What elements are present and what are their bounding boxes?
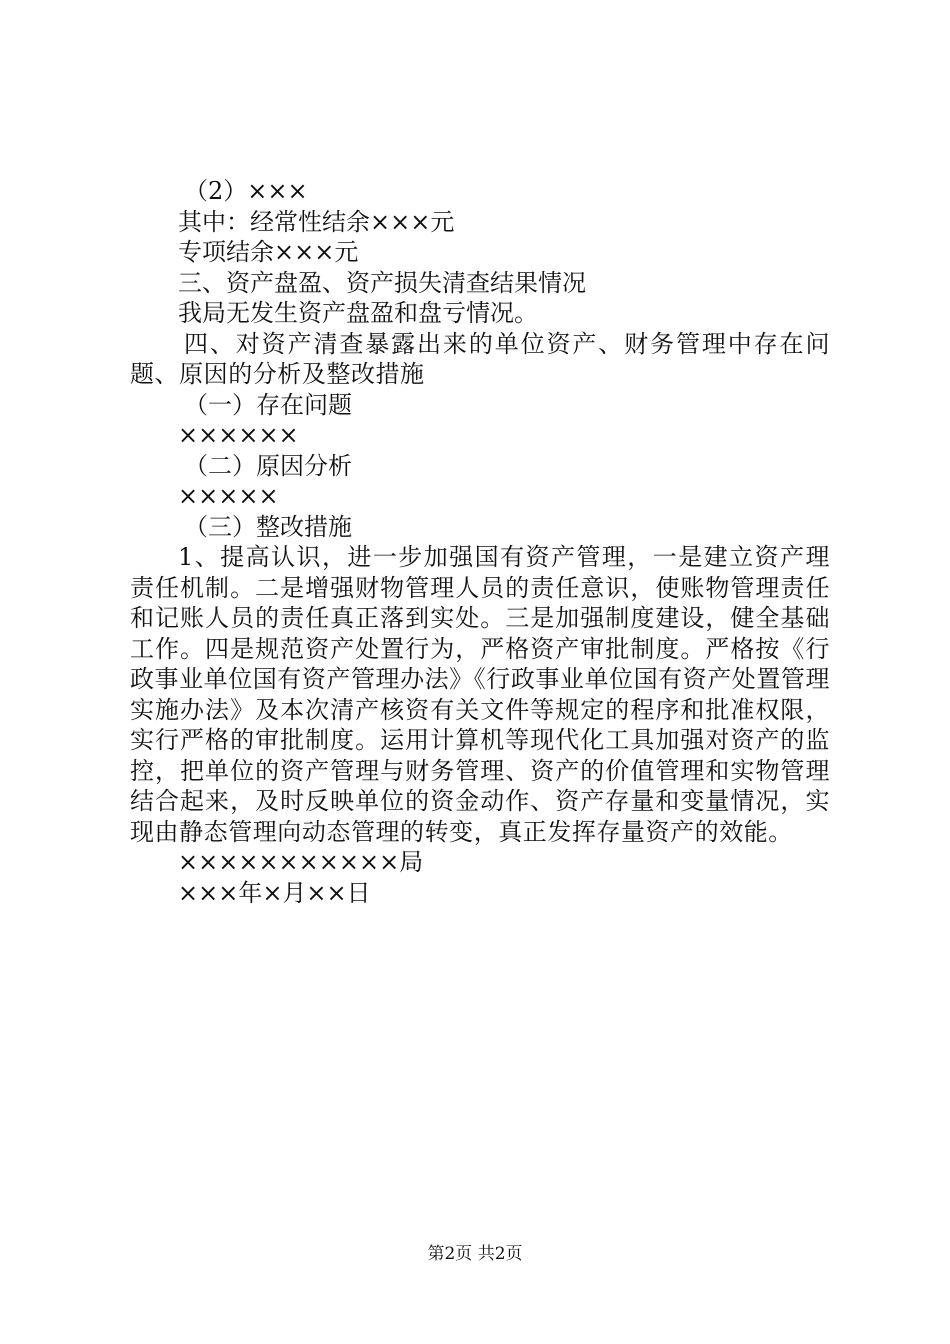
subsection-1-heading: （一）存在问题	[184, 390, 352, 419]
page-footer: 第2页 共2页	[427, 1244, 523, 1264]
item-2-line: （2）×××	[184, 177, 308, 205]
section-3-text: 我局无发生资产盘盈和盘亏情况。	[178, 299, 538, 327]
subsection-3-heading: （三）整改措施	[184, 512, 352, 541]
special-surplus-line: 专项结余×××元	[178, 238, 359, 266]
subsection-2-text: ×××××	[178, 482, 279, 510]
section-3-heading: 三、资产盘盈、资产损失清查结果情况	[178, 268, 586, 297]
signature-bureau: ×××××××××××局	[178, 848, 424, 876]
section-4-heading: 四、对资产清查暴露出来的单位资产、财务管理中存在问题、原因的分析及整改措施	[130, 329, 830, 388]
regular-surplus-line: 其中：经常性结余×××元	[178, 207, 455, 236]
document-body	[130, 176, 830, 908]
subsection-1-text: ××××××	[178, 421, 299, 449]
rectification-paragraph: 1、提高认识，进一步加强国有资产管理，一是建立资产理责任机制。二是增强财物管理人员的责任意识，使账物管理责任和记账人员的责任真正落到实处。三是加强制度建设，健全基础工作。四是规范资产处置行为，严格资产审批制度。严格按《行政事业单位国有资产管理办法》《行政事业单位国有资产处置管理实施办法》及本次清产核资有关文件等规定的程序和批准权限，实行严格的审批制度。运用计算机等现代化工具加强对资产的监控，把单位的资产管理与财务管理、资产的价值管理和实物管理结合起来，及时反映单位的资金动作、资产存量和变量情况，实现由静态管理向动态管理的转变，真正发挥存量资产的效能。	[130, 543, 830, 846]
signature-date: ×××年×月××日	[178, 878, 371, 907]
subsection-2-heading: （二）原因分析	[184, 451, 352, 480]
